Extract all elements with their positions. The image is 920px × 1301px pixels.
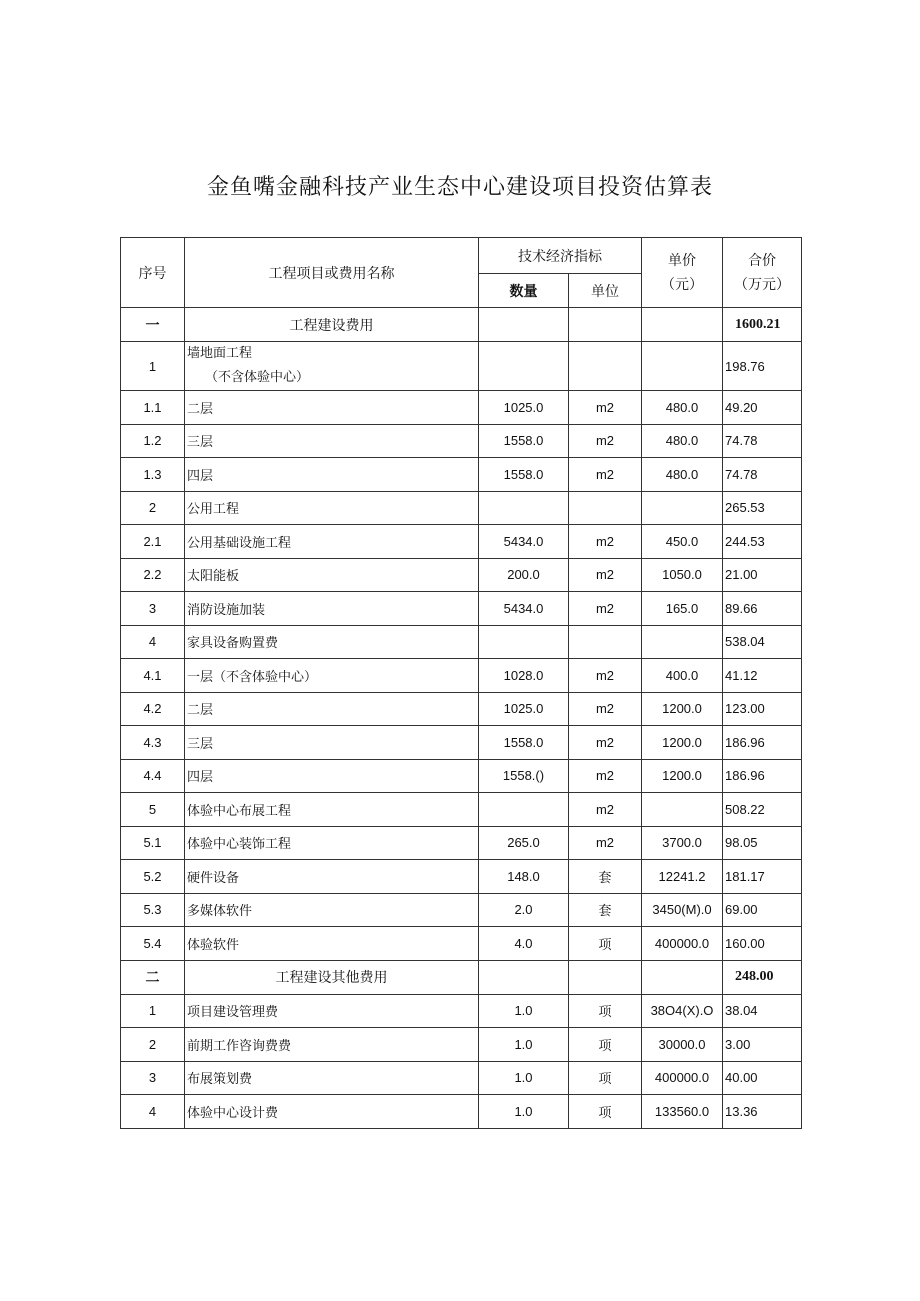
row-seq: 5.2: [121, 860, 185, 894]
section-price: [642, 960, 723, 994]
row-unit: m2: [569, 592, 642, 626]
row-qty: 200.0: [479, 558, 569, 592]
row-qty: 1558.0: [479, 726, 569, 760]
row-name: 三层: [185, 726, 479, 760]
header-price: [642, 238, 723, 308]
row-name: 家具设备购置费: [185, 625, 479, 659]
row-total: 21.00: [723, 558, 802, 592]
row-unit: 项: [569, 1061, 642, 1095]
row-unit: 套: [569, 860, 642, 894]
table-row: [121, 826, 802, 860]
table-row: [121, 659, 802, 693]
row-unit: m2: [569, 793, 642, 827]
table-row: [121, 525, 802, 559]
row-unit: 项: [569, 927, 642, 961]
row-seq: 1.3: [121, 458, 185, 492]
header-name: 工程项目或费用名称: [185, 238, 479, 308]
row-name: 公用基础设施工程: [185, 525, 479, 559]
page-title: 金鱼嘴金融科技产业生态中心建设项目投资估算表: [206, 175, 713, 200]
row-name: 体验中心装饰工程: [185, 826, 479, 860]
section-total: 1600.21: [723, 308, 802, 342]
row-price: 480.0: [642, 391, 723, 425]
table-row: [121, 994, 802, 1028]
section-row: [121, 960, 802, 994]
section-qty: [479, 308, 569, 342]
row-price: 480.0: [642, 458, 723, 492]
row-total: 40.00: [723, 1061, 802, 1095]
header-price-line1: 单价: [668, 252, 696, 269]
header-total-line2: （万元）: [734, 276, 790, 293]
row-total: 538.04: [723, 625, 802, 659]
row-qty: 1.0: [479, 994, 569, 1028]
row-name-line2: （不含体验中心）: [205, 370, 310, 385]
section-qty: [479, 960, 569, 994]
row-price: 3450(M).0: [642, 893, 723, 927]
table-row: [121, 1095, 802, 1129]
row-price: 1200.0: [642, 692, 723, 726]
row-name: 二层: [185, 391, 479, 425]
row-total: 74.78: [723, 458, 802, 492]
header-seq: 序号: [121, 238, 185, 308]
row-seq: 2: [121, 491, 185, 525]
row-seq: 4.2: [121, 692, 185, 726]
row-total: 186.96: [723, 759, 802, 793]
section-price: [642, 308, 723, 342]
row-name: 体验中心设计费: [185, 1095, 479, 1129]
row-seq: 5.4: [121, 927, 185, 961]
row-qty: 1025.0: [479, 692, 569, 726]
row-qty: 1558.0: [479, 424, 569, 458]
row-seq: 4.3: [121, 726, 185, 760]
row-name: [185, 342, 479, 391]
row-price: 3700.0: [642, 826, 723, 860]
row-name: 二层: [185, 692, 479, 726]
row-seq: 4.1: [121, 659, 185, 693]
row-total: 98.05: [723, 826, 802, 860]
row-seq: 3: [121, 1061, 185, 1095]
row-qty: [479, 793, 569, 827]
table-row: [121, 491, 802, 525]
row-seq: 5.3: [121, 893, 185, 927]
header-tech: 技术经济指标: [479, 238, 642, 274]
row-seq: 2: [121, 1028, 185, 1062]
row-seq: 2.1: [121, 525, 185, 559]
table-row: [121, 860, 802, 894]
row-name: 公用工程: [185, 491, 479, 525]
header-unit: 单位: [569, 274, 642, 308]
section-unit: [569, 960, 642, 994]
row-seq: 2.2: [121, 558, 185, 592]
row-price: 30000.0: [642, 1028, 723, 1062]
row-qty: 2.0: [479, 893, 569, 927]
header-qty: 数量: [479, 274, 569, 308]
row-qty: 1.0: [479, 1061, 569, 1095]
row-total: 3.00: [723, 1028, 802, 1062]
row-seq: 1: [121, 994, 185, 1028]
investment-table: [120, 237, 802, 1129]
section-row: [121, 308, 802, 342]
row-name: 太阳能板: [185, 558, 479, 592]
row-name-line1: 墙地面工程: [187, 346, 253, 361]
row-seq: 5: [121, 793, 185, 827]
row-name: 布展策划费: [185, 1061, 479, 1095]
row-unit: 项: [569, 994, 642, 1028]
row-price: 165.0: [642, 592, 723, 626]
table-row: [121, 793, 802, 827]
row-seq: 1.2: [121, 424, 185, 458]
row-seq: 1.1: [121, 391, 185, 425]
row-qty: 1.0: [479, 1095, 569, 1129]
table-row: [121, 759, 802, 793]
row-total: 244.53: [723, 525, 802, 559]
section-seq: 二: [121, 960, 185, 994]
row-name: 三层: [185, 424, 479, 458]
row-price: [642, 342, 723, 391]
row-unit: 套: [569, 893, 642, 927]
table-row: [121, 692, 802, 726]
row-price: 133560.0: [642, 1095, 723, 1129]
row-total: 74.78: [723, 424, 802, 458]
row-unit: 项: [569, 1028, 642, 1062]
row-qty: [479, 342, 569, 391]
table-row: [121, 726, 802, 760]
row-total: 181.17: [723, 860, 802, 894]
row-qty: 4.0: [479, 927, 569, 961]
row-qty: 1025.0: [479, 391, 569, 425]
row-unit: 项: [569, 1095, 642, 1129]
table-row: [121, 1028, 802, 1062]
row-seq: 4: [121, 625, 185, 659]
row-price: 1050.0: [642, 558, 723, 592]
row-name: 项目建设管理费: [185, 994, 479, 1028]
table-row: [121, 458, 802, 492]
row-price: 38O4(X).O: [642, 994, 723, 1028]
header-price-line2: （元）: [661, 276, 703, 293]
row-unit: m2: [569, 424, 642, 458]
section-seq: 一: [121, 308, 185, 342]
row-unit: m2: [569, 558, 642, 592]
row-qty: [479, 491, 569, 525]
table-row: [121, 927, 802, 961]
row-total: 13.36: [723, 1095, 802, 1129]
row-unit: [569, 491, 642, 525]
row-seq: 1: [121, 342, 185, 391]
row-unit: [569, 342, 642, 391]
table-body: [121, 308, 802, 1129]
row-qty: 5434.0: [479, 592, 569, 626]
header-total: [723, 238, 802, 308]
table-row: [121, 1061, 802, 1095]
row-seq: 5.1: [121, 826, 185, 860]
row-total: 265.53: [723, 491, 802, 525]
row-price: [642, 491, 723, 525]
section-name: 工程建设其他费用: [185, 960, 479, 994]
row-price: 480.0: [642, 424, 723, 458]
row-total: 49.20: [723, 391, 802, 425]
row-total: 186.96: [723, 726, 802, 760]
row-total: 41.12: [723, 659, 802, 693]
table-row: [121, 893, 802, 927]
section-total: 248.00: [723, 960, 802, 994]
row-seq: 4: [121, 1095, 185, 1129]
row-total: 69.00: [723, 893, 802, 927]
row-name: 消防设施加装: [185, 592, 479, 626]
row-price: 12241.2: [642, 860, 723, 894]
section-unit: [569, 308, 642, 342]
row-seq: 3: [121, 592, 185, 626]
row-qty: 1028.0: [479, 659, 569, 693]
row-unit: m2: [569, 826, 642, 860]
row-price: [642, 793, 723, 827]
row-total: 160.00: [723, 927, 802, 961]
row-qty: 1558.0: [479, 458, 569, 492]
row-qty: 1.0: [479, 1028, 569, 1062]
table-row: [121, 592, 802, 626]
row-unit: m2: [569, 458, 642, 492]
row-price: [642, 625, 723, 659]
row-total: 508.22: [723, 793, 802, 827]
row-seq: 4.4: [121, 759, 185, 793]
row-unit: m2: [569, 759, 642, 793]
row-total: 89.66: [723, 592, 802, 626]
header-total-line1: 合价: [748, 252, 776, 269]
table-row: [121, 625, 802, 659]
table-row: [121, 391, 802, 425]
table-row: [121, 558, 802, 592]
row-total: 198.76: [723, 342, 802, 391]
row-unit: m2: [569, 525, 642, 559]
row-price: 450.0: [642, 525, 723, 559]
row-total: 38.04: [723, 994, 802, 1028]
row-name: 硬件设备: [185, 860, 479, 894]
table-row: [121, 424, 802, 458]
row-qty: 265.0: [479, 826, 569, 860]
row-price: 400.0: [642, 659, 723, 693]
row-price: 400000.0: [642, 1061, 723, 1095]
row-qty: 148.0: [479, 860, 569, 894]
row-unit: [569, 625, 642, 659]
row-unit: m2: [569, 391, 642, 425]
row-name: 四层: [185, 458, 479, 492]
row-name: 一层（不含体验中心）: [185, 659, 479, 693]
row-unit: m2: [569, 726, 642, 760]
row-qty: 5434.0: [479, 525, 569, 559]
row-unit: m2: [569, 692, 642, 726]
row-qty: [479, 625, 569, 659]
row-name: 体验软件: [185, 927, 479, 961]
row-total: 123.00: [723, 692, 802, 726]
section-name: 工程建设费用: [185, 308, 479, 342]
row-price: 400000.0: [642, 927, 723, 961]
row-name: 前期工作咨询费费: [185, 1028, 479, 1062]
row-name: 四层: [185, 759, 479, 793]
row-name: 体验中心布展工程: [185, 793, 479, 827]
row-qty: 1558.(): [479, 759, 569, 793]
row-price: 1200.0: [642, 759, 723, 793]
row-price: 1200.0: [642, 726, 723, 760]
row-name: 多媒体软件: [185, 893, 479, 927]
row-unit: m2: [569, 659, 642, 693]
table-row: [121, 342, 802, 391]
